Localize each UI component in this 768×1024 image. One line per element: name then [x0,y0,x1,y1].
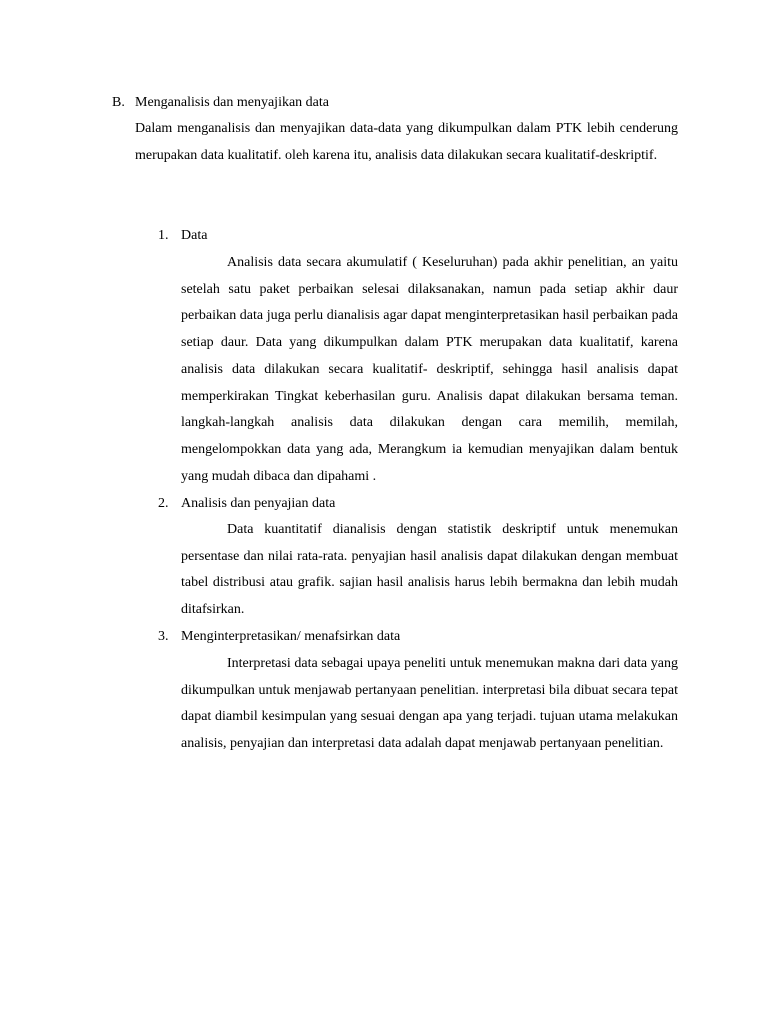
list-item-paragraph: Interpretasi data sebagai upaya peneliti untuk menemukan makna dari data yang dikumpulkan untuk menjawab pertanyaan penelitian. interpretasi bila dibuat secara tepat dapat diambil kesimpulan yang sesuai dengan apa yang terjadi. tujuan utama melakukan analisis, penyajian dan interpretasi data adalah dapat menjawab pertanyaan penelitian. [181,656,678,752]
list-item-number: 1. [158,228,169,243]
section-marker: B. [112,95,125,110]
list-item-paragraph: Data kuantitatif dianalisis dengan statistik deskriptif untuk menemukan persentase dan nilai rata-rata. penyajian hasil analisis dapat dilakukan dengan membuat tabel distribusi atau grafik. sajian hasil analisis harus lebih bermakna dan lebih mudah ditafsirkan. [181,522,678,618]
section-intro-paragraph: Dalam menganalisis dan menyajikan data-data yang dikumpulkan dalam PTK lebih cenderung merupakan data kualitatif. oleh karena itu, analisis data dilakukan secara kualitatif-deskriptif. [135,121,678,163]
list-item-paragraph: Analisis data secara akumulatif ( Keseluruhan) pada akhir penelitian, an yaitu setelah satu paket perbaikan selesai dilaksanakan, namun pada setiap akhir daur perbaikan data juga perlu dianalisis agar dapat menginterpretasikan hasil perbaikan pada setiap daur. Data yang dikumpulkan dalam PTK merupakan data kualitatif, karena analisis data dilakukan secara kualitatif- deskriptif, sehingga hasil analisis dapat memperkirakan Tingkat keberhasilan guru. Analisis dapat dilakukan bersama teman. langkah-langkah analisis data dilakukan dengan cara memilih, memilah, mengelompokkan data yang ada, Merangkum ia kemudian menyajikan dalam bentuk yang mudah dibaca dan dipahami . [181,255,678,484]
list-item-title-text: Menginterpretasikan/ menafsirkan data [181,629,401,644]
section-heading [112,93,678,113]
list-item-number: 2. [158,496,169,511]
list-item-title [158,226,678,246]
list-item-title-text: Data [181,228,208,243]
list-item-title-text: Analisis dan penyajian data [181,496,336,511]
list-item-title [158,494,678,514]
list-item-title [158,627,678,647]
section-title: Menganalisis dan menyajikan data [135,95,329,110]
list-item-number: 3. [158,629,169,644]
